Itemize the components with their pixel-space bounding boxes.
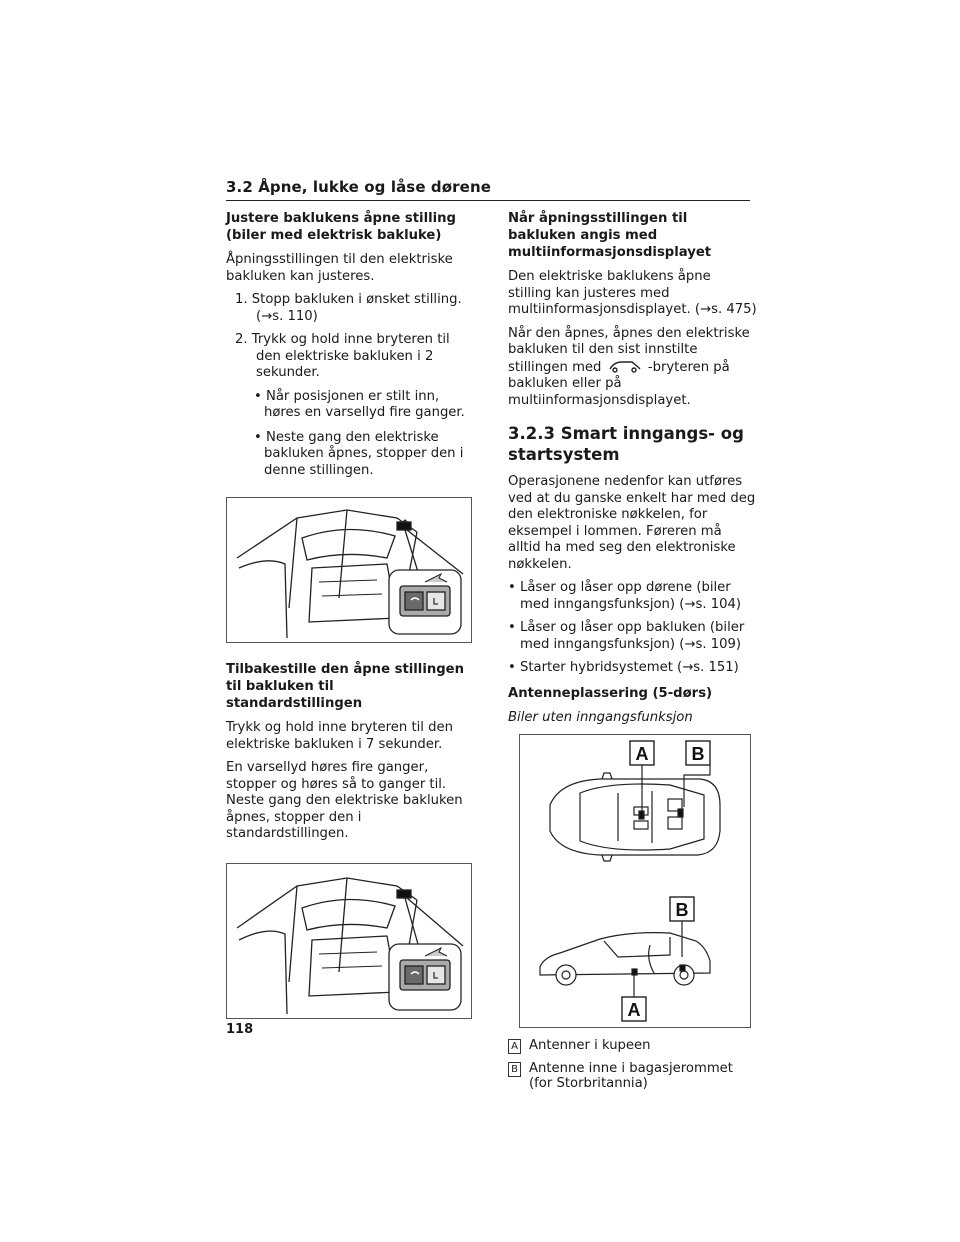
tailgate-switch-illustration-1 (226, 497, 472, 643)
step-1: 1. Stopp bakluken i ønsket stilling. (→s. 110) (235, 292, 462, 324)
right-column (508, 210, 758, 1098)
label-b-side: B (675, 900, 689, 920)
paragraph-reset-1: Trykk og hold inne bryteren til den elektriske bakluken i 7 sekunder. (226, 720, 453, 752)
legend-tag-b: B (508, 1062, 521, 1077)
label-a-side: A (627, 1000, 641, 1020)
tailgate-switch-illustration-2 (226, 863, 472, 1019)
paragraph-mid-2-start: Når den åpnes, åpnes den elektriske bakluken til den sist innstilte stillingen med (508, 325, 750, 375)
step-2: 2. Trykk og hold inne bryteren til den elektriske bakluken i 2 sekunder. (235, 332, 450, 380)
left-column (226, 210, 472, 1019)
paragraph-intro: Åpningsstillingen til den elektriske bakluken kan justeres. (226, 252, 453, 284)
bullet-tailgate: • Låser og låser opp bakluken (biler med inngangsfunksjon) (→s. 109) (508, 620, 745, 652)
paragraph-smart-entry: Operasjonene nedenfor kan utføres ved at du ganske enkelt har med deg den elektroniske nøkkelen, for eksempel i lommen. Føreren må alltid ha med seg den elektroniske nøkkelen. (508, 474, 756, 572)
caption-no-entry: Biler uten inngangsfunksjon (508, 709, 693, 725)
paragraph-mid-2-end: -bryteren på bakluken eller på multiinformasjonsdisplayet. (508, 359, 730, 408)
label-b-top: B (691, 744, 705, 764)
substep-2: • Neste gang den elektriske bakluken åpnes, stopper den i denne stillingen. (254, 429, 464, 478)
bullet-doors: • Låser og låser opp dørene (biler med inngangsfunksjon) (→s. 104) (508, 580, 742, 612)
section-header: 3.2 Åpne, lukke og låse dørene (226, 178, 750, 201)
legend-item-a (508, 1038, 758, 1054)
heading-mid-setting: Når åpningsstillingen til bakluken angis med multiinformasjonsdisplayet (508, 211, 712, 260)
heading-adjust-position: Justere baklukens åpne stilling (biler med elektrisk bakluke) (226, 211, 456, 243)
antenna-location-illustration (519, 734, 751, 1028)
legend-item-b (508, 1061, 758, 1091)
paragraph-mid-1: Den elektriske baklukens åpne stilling kan justeres med multiinformasjonsdisplayet. (→s. 475) (508, 269, 757, 317)
legend-text-b: Antenne inne i bagasjerommet (for Storbritannia) (529, 1061, 733, 1091)
tailgate-icon (606, 359, 644, 373)
section-title-smart-entry: 3.2.3 Smart inngangs- og startsystem (508, 424, 744, 464)
paragraph-reset-2: En varsellyd høres fire ganger, stopper og høres så to ganger til. Neste gang den elektriske bakluken åpnes, stopper den i standardstillingen. (226, 760, 463, 841)
heading-antenna: Antenneplassering (5-dørs) (508, 685, 713, 701)
substep-1: • Når posisjonen er stilt inn, høres en varsellyd fire ganger. (254, 388, 465, 420)
label-a-top: A (635, 744, 649, 764)
legend-text-a: Antenner i kupeen (529, 1038, 651, 1053)
legend-tag-a: A (508, 1039, 521, 1054)
page-number: 118 (226, 1022, 254, 1037)
paragraph-mid-2 (508, 326, 758, 410)
heading-reset-position: Tilbakestille den åpne stillingen til bakluken til standardstillingen (226, 662, 465, 711)
bullet-hybrid: • Starter hybridsystemet (→s. 151) (508, 660, 739, 675)
